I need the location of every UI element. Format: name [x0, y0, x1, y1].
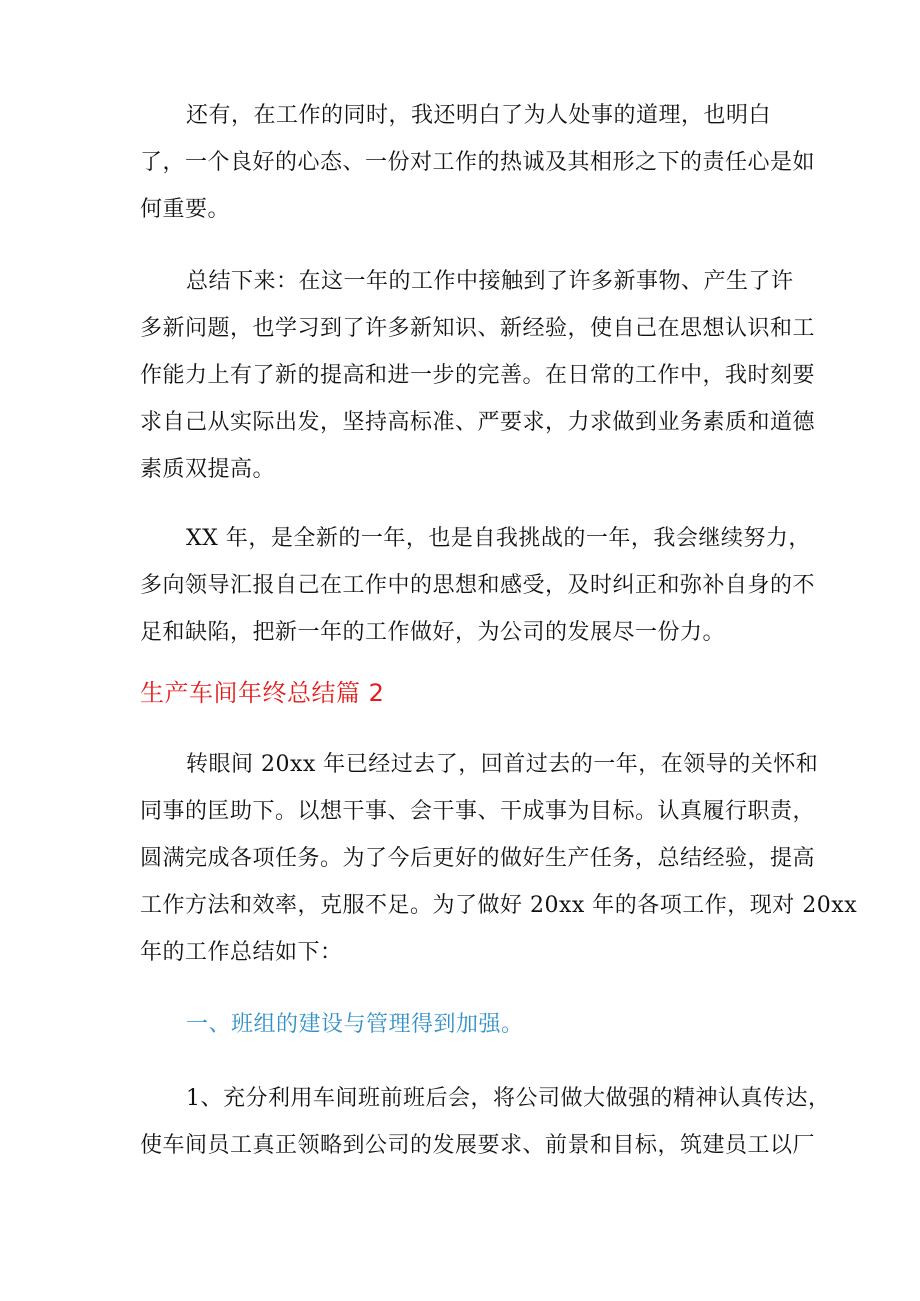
paragraph-1-line-3: 何重要。 [140, 197, 231, 222]
paragraph-3-line-1: XX 年，是全新的一年，也是自我挑战的一年，我会继续努力， [186, 526, 811, 551]
section-paragraph-line-3: 圆满完成各项任务。为了今后更好的做好生产任务，总结经验，提高 [140, 846, 816, 871]
paragraph-2-line-4: 求自己从实际出发，坚持高标准、严要求，力求做到业务素质和道德 [140, 410, 816, 435]
paragraph-2-line-5: 素质双提高。 [140, 457, 276, 482]
paragraph-1-line-2: 了，一个良好的心态、一份对工作的热诚及其相形之下的责任心是如 [140, 150, 816, 175]
paragraph-3-line-2: 多向领导汇报自己在工作中的思想和感受，及时纠正和弥补自身的不 [140, 573, 816, 598]
section-paragraph-line-1: 转眼间 20xx 年已经过去了，回首过去的一年，在领导的关怀和 [186, 752, 819, 777]
subheading: 一、班组的建设与管理得到加强。 [186, 1012, 524, 1037]
paragraph-1-line-1: 还有，在工作的同时，我还明白了为人处事的道理，也明白 [186, 103, 772, 128]
item-paragraph-line-2: 使车间员工真正领略到公司的发展要求、前景和目标，筑建员工以厂 [140, 1133, 816, 1158]
item-paragraph-line-1: 1、充分利用车间班前班后会，将公司做大做强的精神认真传达， [186, 1086, 831, 1111]
paragraph-2-line-3: 作能力上有了新的提高和进一步的完善。在日常的工作中，我时刻要 [140, 363, 816, 388]
section-paragraph-line-4: 工作方法和效率，克服不足。为了做好 20xx 年的各项工作，现对 20xx [140, 893, 858, 918]
section-paragraph-line-2: 同事的匡助下。以想干事、会干事、干成事为目标。认真履行职责， [140, 799, 816, 824]
section-paragraph-line-5: 年的工作总结如下： [140, 940, 343, 965]
section-heading: 生产车间年终总结篇 2 [140, 679, 385, 707]
paragraph-2-line-2: 多新问题，也学习到了许多新知识、新经验，使自己在思想认识和工 [140, 316, 816, 341]
paragraph-3-line-3: 足和缺陷，把新一年的工作做好，为公司的发展尽一份力。 [140, 620, 726, 645]
paragraph-2-line-1: 总结下来：在这一年的工作中接触到了许多新事物、产生了许 [186, 269, 794, 294]
